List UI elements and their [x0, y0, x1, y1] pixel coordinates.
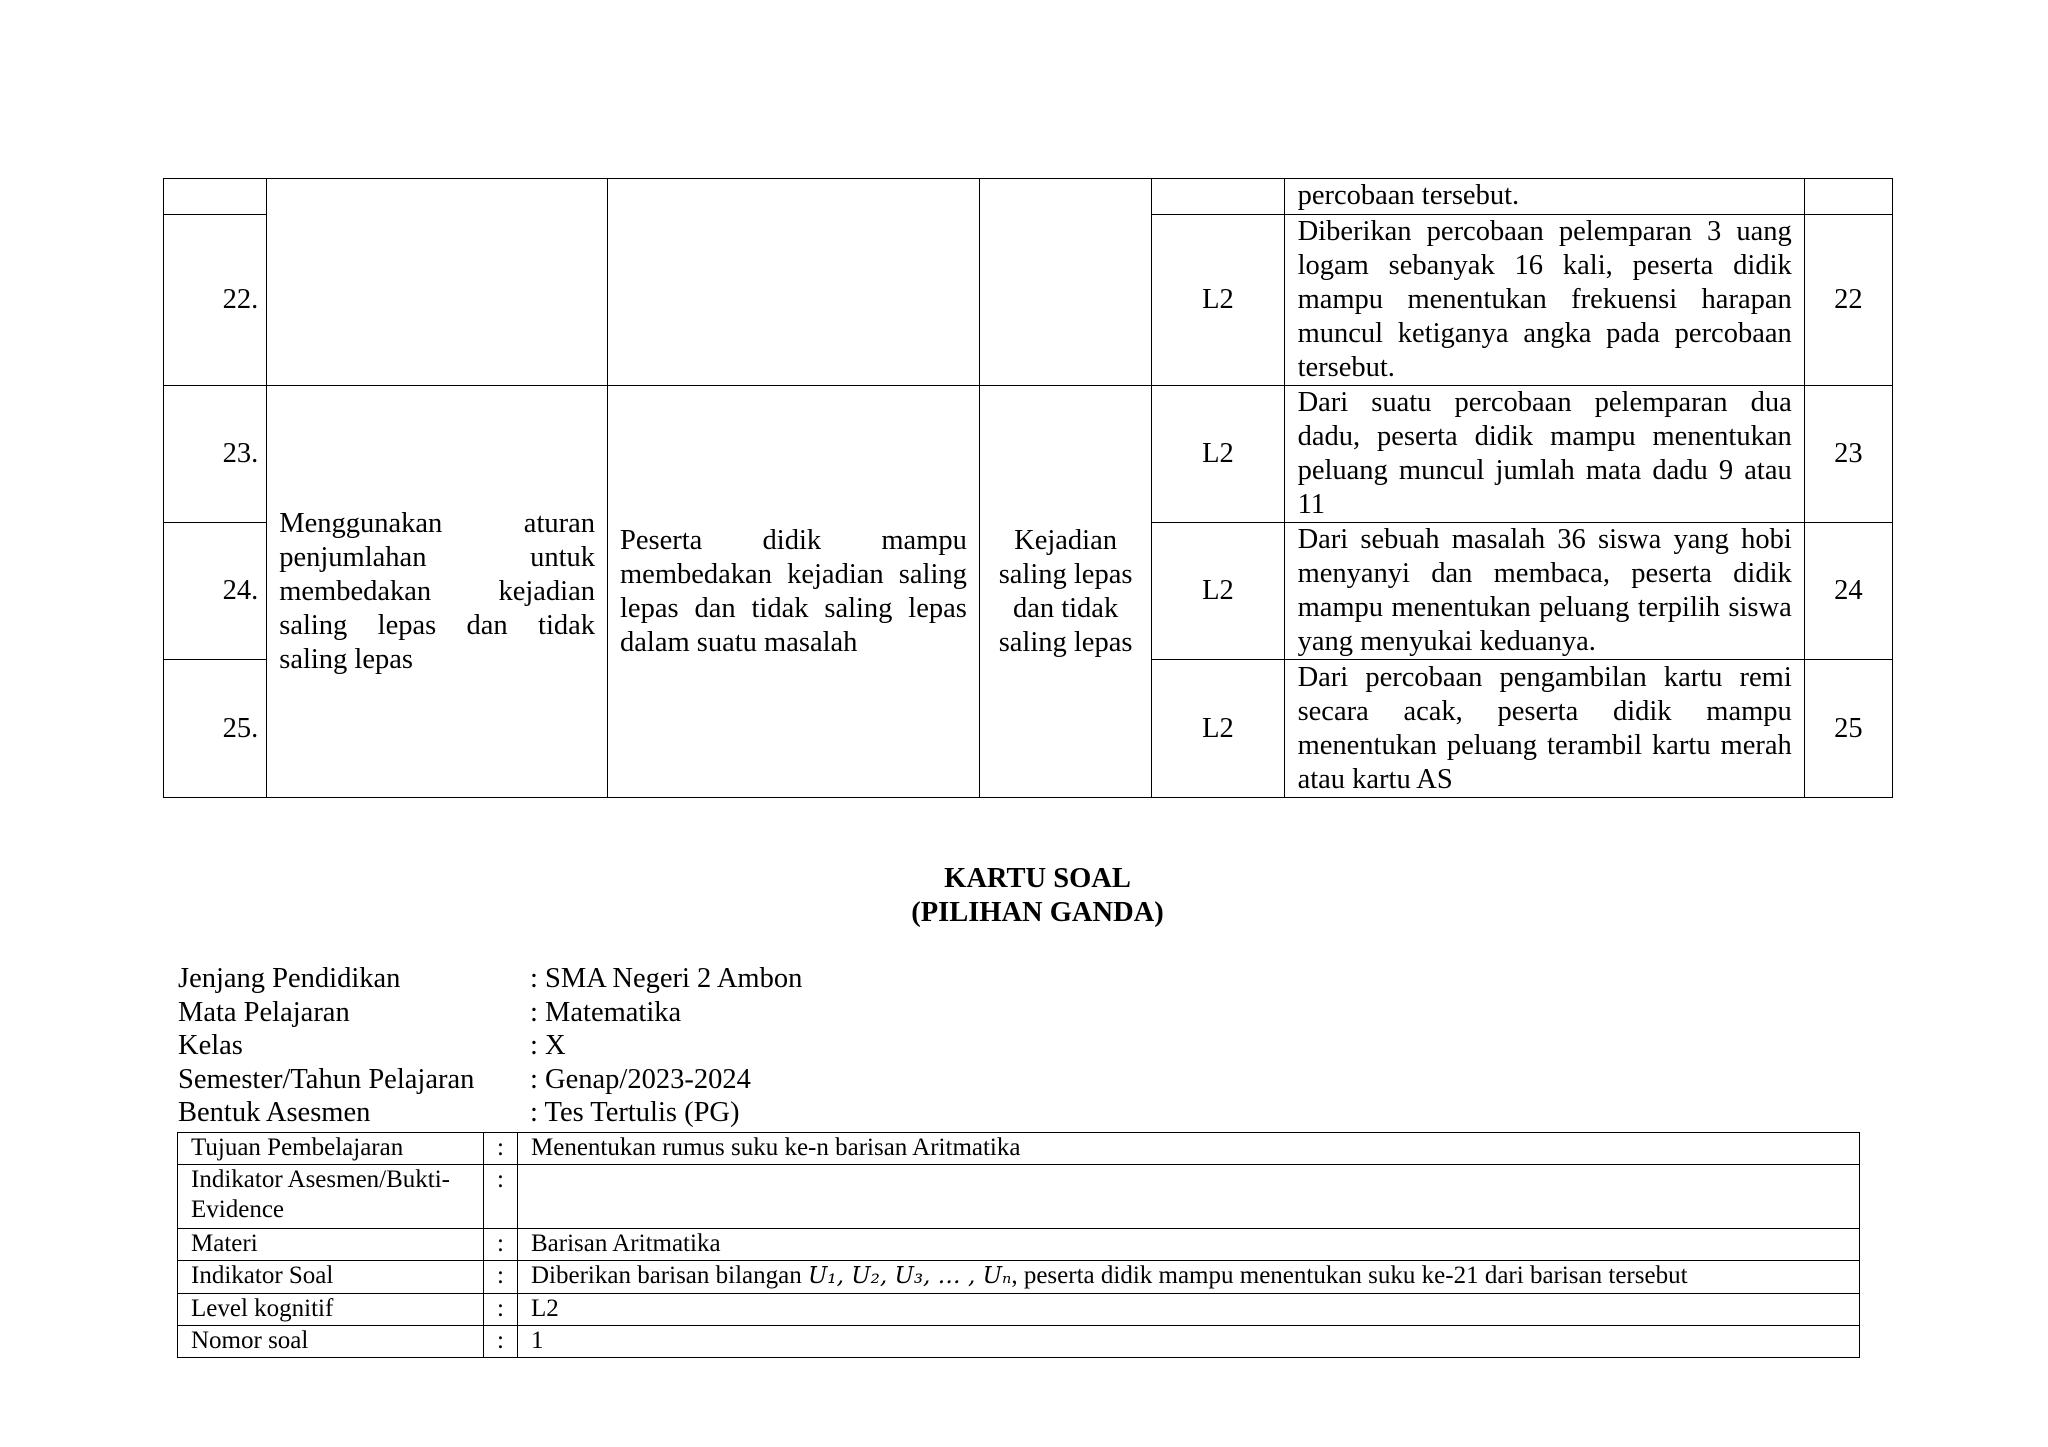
identity-value: : Matematika: [530, 996, 682, 1028]
identity-label: Bentuk Asesmen: [178, 1097, 371, 1129]
separator: :: [484, 1294, 518, 1326]
identity-row: [178, 1029, 802, 1063]
indikator-soal-cell: percobaan tersebut.: [1284, 179, 1804, 215]
row-value: Menentukan rumus suku ke-n barisan Aritmatika: [518, 1133, 1860, 1165]
value-text: Diberikan barisan bilangan: [531, 1262, 808, 1289]
kisi-kisi-table: [163, 178, 1893, 798]
separator: :: [484, 1229, 518, 1261]
page-title: KARTU SOAL: [944, 863, 1131, 894]
table-row: [178, 1294, 1860, 1326]
level-cell: L2: [1152, 386, 1284, 523]
nomor-cell: 22.: [164, 215, 267, 386]
row-label: Materi: [178, 1229, 484, 1261]
identity-value: : Tes Tertulis (PG): [530, 1097, 740, 1129]
identity-label: Mata Pelajaran: [178, 996, 350, 1028]
tujuan-cell: Menggunakan aturan penjumlahan untuk membedakan kejadian saling lepas dan tidak saling lepas: [267, 386, 608, 798]
indikator-soal-cell: Dari suatu percobaan pelemparan dua dadu, peserta didik mampu menentukan peluang muncul jumlah mata dadu 9 atau 11: [1284, 386, 1804, 523]
identity-row: [178, 1063, 802, 1097]
nomor-cell: 25.: [164, 660, 267, 798]
separator: :: [484, 1261, 518, 1294]
indikator-cell: [608, 179, 980, 386]
table-row: [178, 1165, 1860, 1229]
row-label: Nomor soal: [178, 1326, 484, 1358]
row-value: [518, 1165, 1860, 1229]
kartu-soal-table: [177, 1132, 1860, 1358]
table-row: [178, 1326, 1860, 1358]
indikator-cell: Peserta didik mampu membedakan kejadian saling lepas dan tidak saling lepas dalam suatu masalah: [608, 386, 980, 798]
identity-row: [178, 962, 802, 996]
tujuan-cell: [267, 179, 608, 386]
separator: :: [484, 1326, 518, 1358]
nomor-soal-cell: 23: [1804, 386, 1892, 523]
nomor-soal-cell: 25: [1804, 660, 1892, 798]
nomor-cell: [164, 179, 267, 215]
row-value: L2: [518, 1294, 1860, 1326]
row-value: [518, 1261, 1860, 1294]
identity-value: : Genap/2023-2024: [530, 1063, 751, 1095]
row-label: Tujuan Pembelajaran: [178, 1133, 484, 1165]
row-label: Indikator Asesmen/Bukti-Evidence: [178, 1165, 484, 1229]
materi-cell: [979, 179, 1151, 386]
table-row: [178, 1261, 1860, 1294]
identity-row: [178, 1096, 802, 1130]
page-subtitle: (PILIHAN GANDA): [911, 897, 1164, 928]
nomor-cell: 24.: [164, 523, 267, 660]
separator: :: [484, 1165, 518, 1229]
level-cell: L2: [1152, 660, 1284, 798]
indikator-soal-cell: Dari percobaan pengambilan kartu remi secara acak, peserta didik mampu menentukan peluang terambil kartu merah atau kartu AS: [1284, 660, 1804, 798]
separator: :: [484, 1133, 518, 1165]
table-row: [178, 1133, 1860, 1165]
identity-value: : X: [530, 1030, 566, 1062]
value-text: , peserta didik mampu menentukan suku ke-21 dari barisan tersebut: [1011, 1262, 1688, 1289]
nomor-soal-cell: [1804, 179, 1892, 215]
table-row: [164, 386, 1893, 523]
identity-label: Jenjang Pendidikan: [178, 963, 401, 994]
level-cell: L2: [1152, 523, 1284, 660]
identity-row: [178, 996, 802, 1030]
identity-label: Semester/Tahun Pelajaran: [178, 1063, 475, 1095]
level-cell: L2: [1152, 215, 1284, 386]
sequence-formula: U₁, U₂, U₃, … , Uₙ: [808, 1263, 1012, 1289]
identity-label: Kelas: [178, 1030, 243, 1062]
indikator-soal-cell: Diberikan percobaan pelemparan 3 uang logam sebanyak 16 kali, peserta didik mampu menentukan frekuensi harapan muncul ketiganya angka pada percobaan tersebut.: [1284, 215, 1804, 386]
table-row: [164, 179, 1893, 215]
materi-cell: Kejadian saling lepas dan tidak saling lepas: [979, 386, 1151, 798]
row-value: 1: [518, 1326, 1860, 1358]
nomor-soal-cell: 22: [1804, 215, 1892, 386]
row-label: Level kognitif: [178, 1294, 484, 1326]
table-row: [178, 1229, 1860, 1261]
identity-block: [178, 962, 802, 1130]
nomor-soal-cell: 24: [1804, 523, 1892, 660]
indikator-soal-cell: Dari sebuah masalah 36 siswa yang hobi menyanyi dan membaca, peserta didik mampu menentukan peluang terpilih siswa yang menyukai keduanya.: [1284, 523, 1804, 660]
identity-value: : SMA Negeri 2 Ambon: [530, 963, 803, 994]
level-cell: [1152, 179, 1284, 215]
row-value: Barisan Aritmatika: [518, 1229, 1860, 1261]
row-label: Indikator Soal: [178, 1261, 484, 1294]
nomor-cell: 23.: [164, 386, 267, 523]
